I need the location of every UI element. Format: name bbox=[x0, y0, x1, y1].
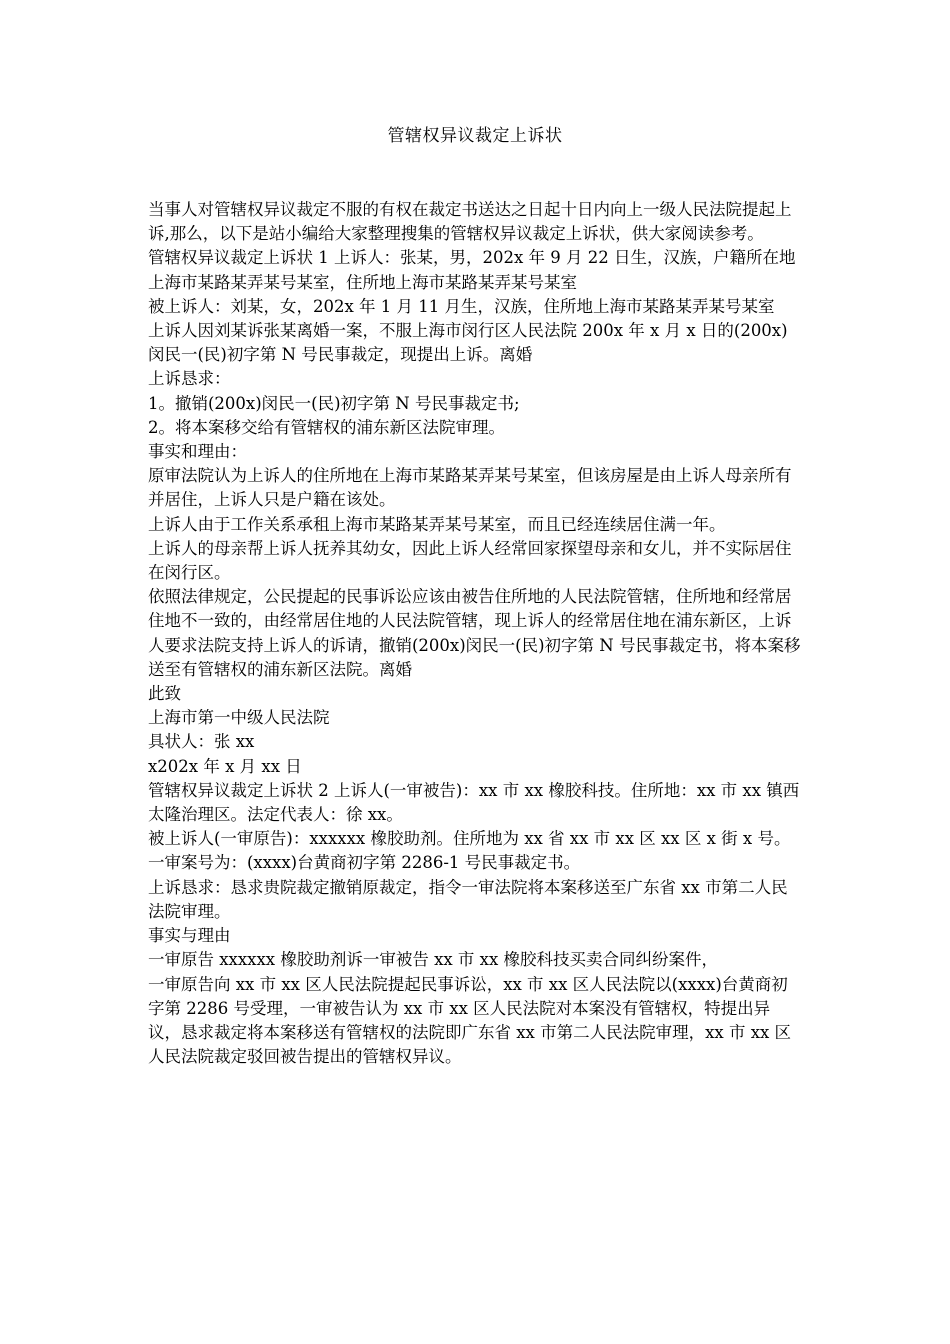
paragraph-intro: 当事人对管辖权异议裁定不服的有权在裁定书送达之日起十日内向上一级人民法院提起上诉,那么，以下是站小编给大家整理搜集的管辖权异议裁定上诉状，供大家阅读参考。 bbox=[148, 200, 792, 244]
paragraph-fact-2-1: 一审原告 xxxxxx 橡胶助剂诉一审被告 xx 市 xx 橡胶科技买卖合同纠纷案件， bbox=[148, 950, 719, 970]
paragraph-appellee-1: 被上诉人：刘某，女，202x 年 1 月 11 月生，汉族，住所地上海市某路某弄某号某室 bbox=[148, 296, 775, 316]
paragraph-request-2: 2。将本案移交给有管辖权的浦东新区法院审理。 bbox=[148, 417, 505, 437]
paragraph-facts-heading-2: 事实与理由 bbox=[148, 926, 231, 946]
paragraph-appellee-2: 被上诉人(一审原告)：xxxxxx 橡胶助剂。住所地为 xx 省 xx 市 xx 区 xx 区 x 街 x 号。 bbox=[148, 829, 791, 849]
paragraph-request-1: 1。撤销(200x)闵民一(民)初字第 N 号民事裁定书; bbox=[148, 393, 520, 413]
paragraph-case-summary: 上诉人因刘某诉张某离婚一案，不服上海市闵行区人民法院 200x 年 x 月 x 日的(200x)闵民一(民)初字第 N 号民事裁定，现提出上诉。离婚 bbox=[148, 321, 788, 365]
paragraph-date: x202x 年 x 月 xx 日 bbox=[148, 756, 302, 776]
paragraph-request-2-block: 上诉恳求：恳求贵院裁定撤销原裁定，指令一审法院将本案移送至广东省 xx 市第二人民法院审理。 bbox=[148, 877, 788, 921]
paragraph-salutation: 此致 bbox=[148, 684, 181, 704]
paragraph-request-heading: 上诉恳求： bbox=[148, 369, 231, 389]
paragraph-court: 上海市第一中级人民法院 bbox=[148, 708, 330, 728]
paragraph-fact-3: 上诉人的母亲帮上诉人抚养其幼女，因此上诉人经常回家探望母亲和女儿，并不实际居住在闵行区。 bbox=[148, 538, 792, 583]
paragraph-case-number: 一审案号为：(xxxx)台黄商初字第 2286-1 号民事裁定书。 bbox=[148, 853, 581, 873]
paragraph-appellant-1: 管辖权异议裁定上诉状 1 上诉人：张某，男，202x 年 9 月 22 日生，汉族，户籍所在地上海市某路某弄某号某室，住所地上海市某路某弄某号某室 bbox=[148, 248, 796, 292]
document-title: 管辖权异议裁定上诉状 bbox=[387, 126, 563, 146]
paragraph-signer: 具状人：张 xx bbox=[148, 732, 255, 752]
paragraph-fact-2-2: 一审原告向 xx 市 xx 区人民法院提起民事诉讼，xx 市 xx 区人民法院以(xxxx)台黄商初字第 2286 号受理，一审被告认为 xx 市 xx 区人民法院对本案没有管辖权，特提出异议，恳求裁定将本案移送有管辖权的法院即广东省 xx 市第二人民法院审理，xx 市 xx 区人民法院裁定驳回被告提出的管辖权异议。 bbox=[148, 974, 792, 1067]
document-body bbox=[148, 198, 803, 1069]
paragraph-appellant-2: 管辖权异议裁定上诉状 2 上诉人(一审被告)：xx 市 xx 橡胶科技。住所地：xx 市 xx 镇西太隆治理区。法定代表人：徐 xx。 bbox=[148, 780, 800, 825]
paragraph-fact-4: 依照法律规定，公民提起的民事诉讼应该由被告住所地的人民法院管辖，住所地和经常居住地不一致的，由经常居住地的人民法院管辖，现上诉人的经常居住地在浦东新区，上诉人要求法院支持上诉人的诉请，撤销(200x)闵民一(民)初字第 N 号民事裁定书，将本案移送至有管辖权的浦东新区法院。离婚 bbox=[148, 587, 801, 679]
paragraph-fact-1: 原审法院认为上诉人的住所地在上海市某路某弄某号某室，但该房屋是由上诉人母亲所有并居住，上诉人只是户籍在该处。 bbox=[148, 466, 792, 510]
paragraph-facts-heading: 事实和理由： bbox=[148, 442, 247, 462]
paragraph-fact-2: 上诉人由于工作关系承租上海市某路某弄某号某室，而且已经连续居住满一年。 bbox=[148, 514, 726, 534]
